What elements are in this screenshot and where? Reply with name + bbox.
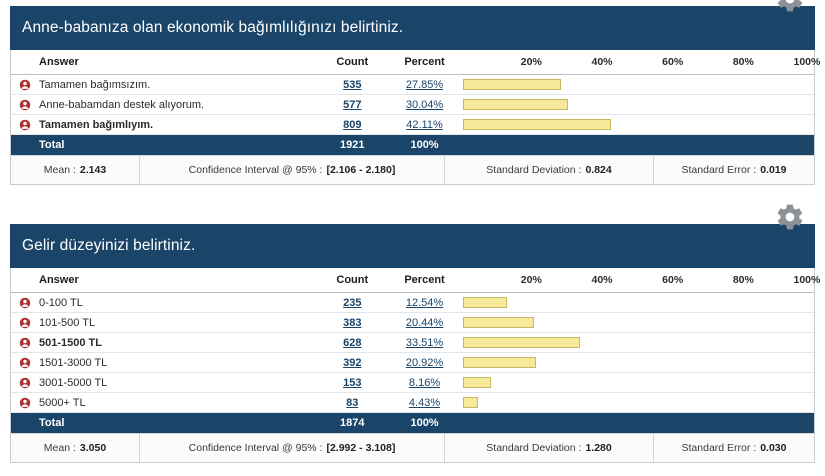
count-value: 535: [343, 78, 362, 91]
table-row: [11, 373, 814, 393]
stat-standard-deviation-value: 0.824: [585, 164, 612, 176]
person-icon: [19, 317, 31, 329]
column-header-chart-axis: [461, 268, 821, 293]
total-row: [11, 135, 814, 156]
page-title: Anne-babanıza olan ekonomik bağımlılığınızı belirtiniz.: [22, 19, 404, 36]
count-value: 83: [346, 396, 359, 409]
percent-value: 30.04%: [405, 98, 444, 111]
answer-label-cell: [11, 353, 316, 373]
axis-tick-20: 20%: [520, 56, 542, 68]
stat-standard-error-label: Standard Error :: [681, 442, 757, 454]
stat-standard-error-value: 0.030: [760, 442, 787, 454]
total-label: Total: [11, 135, 316, 156]
results-table-2: [11, 268, 821, 433]
person-icon: [19, 297, 31, 309]
percent-cell[interactable]: [388, 95, 460, 115]
bar: [463, 337, 581, 348]
percent-cell[interactable]: [388, 393, 460, 413]
table-row: [11, 333, 814, 353]
table-row: [11, 353, 814, 373]
column-header-count: Count: [316, 268, 388, 293]
count-value: 392: [343, 356, 362, 369]
percent-cell[interactable]: [388, 313, 460, 333]
table-row: [11, 293, 814, 313]
table-row: [11, 393, 814, 413]
results-table-1: [11, 50, 821, 155]
stat-mean: [11, 434, 140, 462]
bar-cell: [461, 393, 814, 413]
answer-label-cell: [11, 115, 316, 135]
answer-label-cell: [11, 75, 316, 95]
count-cell[interactable]: [316, 353, 388, 373]
count-value: 383: [343, 316, 362, 329]
statistics-row-1: [11, 155, 814, 184]
count-cell[interactable]: [316, 313, 388, 333]
count-cell[interactable]: [316, 95, 388, 115]
stat-mean-label: Mean :: [43, 442, 76, 454]
stat-standard-deviation-label: Standard Deviation :: [486, 164, 582, 176]
count-cell[interactable]: [316, 333, 388, 353]
survey-question-panel-1: [10, 6, 821, 185]
answer-label-cell: [11, 373, 316, 393]
stat-confidence-interval-value: [2.106 - 2.180]: [326, 164, 396, 176]
percent-cell[interactable]: [388, 373, 460, 393]
count-cell[interactable]: [316, 393, 388, 413]
count-value: 153: [343, 376, 362, 389]
person-icon: [19, 337, 31, 349]
answer-label-cell: [11, 293, 316, 313]
percent-cell[interactable]: [388, 115, 460, 135]
answer-label: Anne-babamdan destek alıyorum.: [39, 98, 205, 111]
percent-value: 12.54%: [405, 296, 444, 309]
count-cell[interactable]: [316, 293, 388, 313]
count-value: 628: [343, 336, 362, 349]
total-percent: 100%: [388, 135, 460, 156]
stat-mean-label: Mean :: [43, 164, 76, 176]
bar-cell: [461, 353, 814, 373]
percent-cell[interactable]: [388, 75, 460, 95]
stat-standard-deviation: [445, 156, 654, 184]
bar-cell: [461, 75, 814, 95]
answer-label-cell: [11, 95, 316, 115]
person-icon: [19, 119, 31, 131]
answer-label: 0-100 TL: [39, 296, 83, 309]
table-row: [11, 313, 814, 333]
count-cell[interactable]: [316, 373, 388, 393]
total-row: [11, 413, 814, 434]
stat-mean-value: 2.143: [79, 164, 107, 176]
total-spacer: [461, 135, 814, 156]
stat-confidence-interval-label: Confidence Interval @ 95% :: [188, 164, 323, 176]
bar: [463, 297, 507, 308]
stat-confidence-interval-value: [2.992 - 3.108]: [326, 442, 396, 454]
stat-standard-deviation-value: 1.280: [585, 442, 612, 454]
stat-mean: [11, 156, 140, 184]
page-title-2: Gelir düzeyinizi belirtiniz.: [22, 237, 196, 254]
answer-label: Tamamen bağımsızım.: [39, 78, 151, 91]
answer-label: 3001-5000 TL: [39, 376, 108, 389]
person-icon: [19, 99, 31, 111]
percent-value: 20.92%: [405, 356, 444, 369]
chart-axis: [461, 269, 821, 291]
stat-confidence-interval: [140, 156, 445, 184]
bar-cell: [461, 95, 814, 115]
statistics-row-2: [11, 433, 814, 462]
column-header-chart-axis: [461, 50, 821, 75]
percent-value: 42.11%: [406, 118, 443, 131]
stat-standard-deviation: [445, 434, 654, 462]
table-row: [11, 95, 814, 115]
stat-confidence-interval: [140, 434, 445, 462]
stat-standard-error-label: Standard Error :: [681, 164, 757, 176]
person-icon: [19, 79, 31, 91]
column-header-answer: Answer: [11, 268, 316, 293]
column-header-percent: Percent: [388, 50, 460, 75]
bar: [463, 317, 535, 328]
count-cell[interactable]: [316, 115, 388, 135]
table-row: [11, 75, 814, 95]
answer-label: 101-500 TL: [39, 316, 96, 329]
bar: [463, 397, 479, 408]
bar-cell: [461, 313, 814, 333]
answer-label: Tamamen bağımlıyım.: [39, 118, 154, 131]
percent-value: 4.43%: [408, 396, 441, 409]
percent-value: 20.44%: [405, 316, 444, 329]
stat-mean-value: 3.050: [79, 442, 107, 454]
bar: [463, 357, 537, 368]
bar-cell: [461, 333, 814, 353]
answer-label: 501-1500 TL: [39, 336, 102, 349]
person-icon: [19, 397, 31, 409]
bar: [463, 79, 561, 90]
question-title-bar-2: [10, 224, 815, 268]
column-header-answer: Answer: [11, 50, 316, 75]
stat-confidence-interval-label: Confidence Interval @ 95% :: [188, 442, 323, 454]
bar-cell: [461, 373, 814, 393]
gear-icon: [775, 202, 805, 232]
stat-standard-error-value: 0.019: [760, 164, 787, 176]
axis-tick-80: 80%: [732, 56, 754, 68]
results-table-wrap-2: [10, 268, 821, 463]
bar: [463, 377, 492, 388]
axis-tick-100: 100%: [793, 56, 821, 68]
axis-tick-40: 40%: [591, 56, 613, 68]
percent-cell[interactable]: [388, 333, 460, 353]
chart-axis: [461, 51, 821, 73]
person-icon: [19, 357, 31, 369]
axis-tick-60: 60%: [662, 274, 684, 286]
axis-tick-40: 40%: [591, 274, 613, 286]
stat-standard-deviation-label: Standard Deviation :: [486, 442, 582, 454]
count-value: 577: [343, 98, 362, 111]
axis-tick-20: 20%: [520, 274, 542, 286]
total-label: Total: [11, 413, 316, 434]
bar: [463, 99, 569, 110]
bar: [463, 119, 611, 130]
answer-label-cell: [11, 313, 316, 333]
percent-cell[interactable]: [388, 353, 460, 373]
total-count: 1874: [316, 413, 388, 434]
table-header-row: [11, 268, 814, 293]
table-row: [11, 115, 814, 135]
answer-label-cell: [11, 333, 316, 353]
answer-label: 1501-3000 TL: [39, 356, 108, 369]
settings-button-2[interactable]: [775, 202, 809, 236]
person-icon: [19, 377, 31, 389]
answer-label: 5000+ TL: [39, 396, 86, 409]
stat-standard-error: [654, 434, 814, 462]
percent-cell[interactable]: [388, 293, 460, 313]
count-value: 809: [343, 118, 362, 131]
total-count: 1921: [316, 135, 388, 156]
gear-icon: [775, 0, 805, 14]
bar-cell: [461, 293, 814, 313]
settings-button-1[interactable]: [775, 0, 809, 18]
count-value: 235: [343, 296, 362, 309]
bar-cell: [461, 115, 814, 135]
count-cell[interactable]: [316, 75, 388, 95]
axis-tick-60: 60%: [662, 56, 684, 68]
total-percent: 100%: [388, 413, 460, 434]
total-spacer: [461, 413, 814, 434]
survey-question-panel-2: [10, 224, 821, 463]
column-header-percent: Percent: [388, 268, 460, 293]
column-header-count: Count: [316, 50, 388, 75]
percent-value: 33.51%: [405, 336, 444, 349]
axis-tick-100: 100%: [793, 274, 821, 286]
results-table-wrap-1: [10, 50, 821, 185]
table-header-row: [11, 50, 814, 75]
percent-value: 8.16%: [408, 376, 441, 389]
percent-value: 27.85%: [405, 78, 444, 91]
question-title-bar-1: [10, 6, 815, 50]
stat-standard-error: [654, 156, 814, 184]
axis-tick-80: 80%: [732, 274, 754, 286]
answer-label-cell: [11, 393, 316, 413]
